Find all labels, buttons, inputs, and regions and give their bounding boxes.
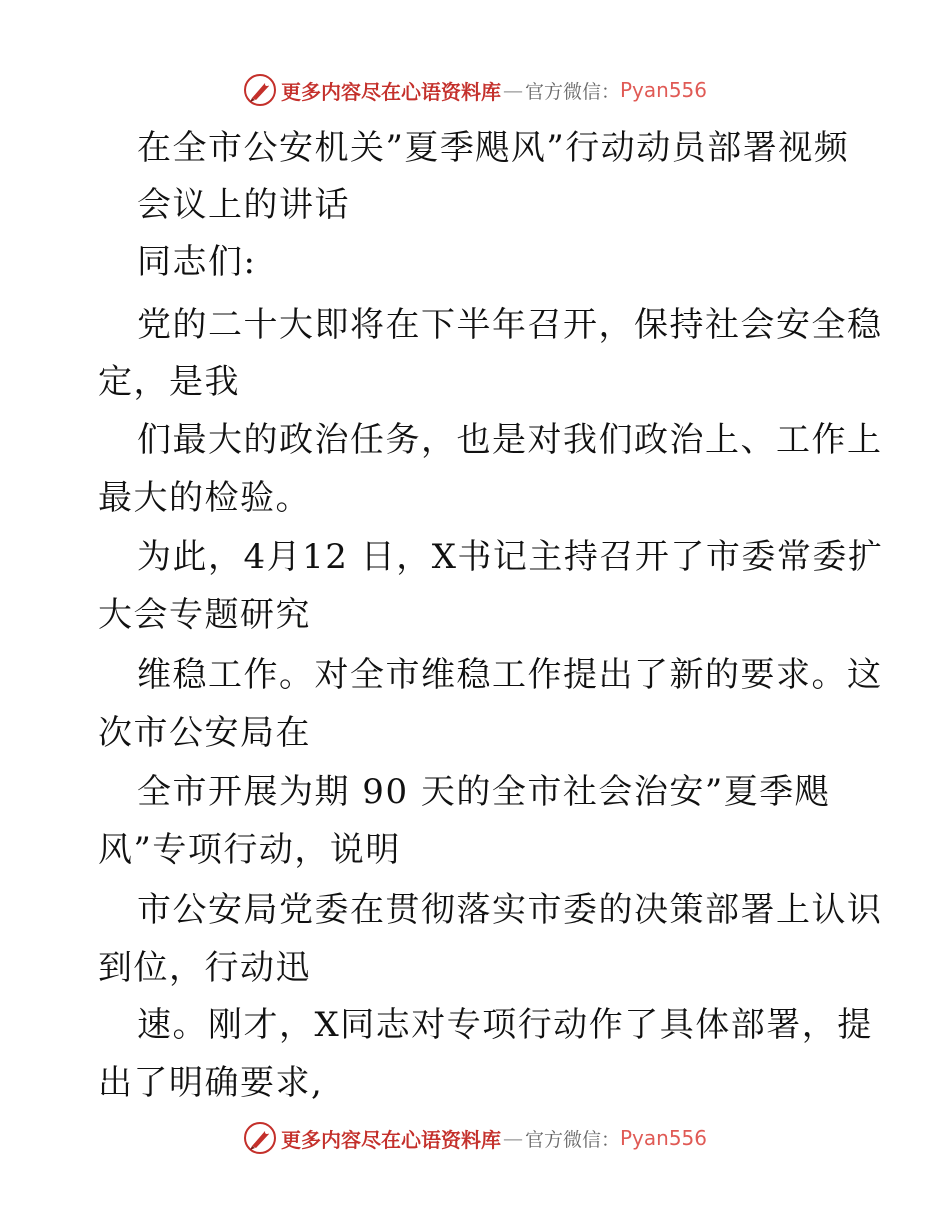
brand-name: 更多内容尽在心语资料库 (280, 1127, 501, 1152)
paragraph-line: 最大的检验。 (98, 478, 311, 518)
paragraph-line: 们最大的政治任务，也是对我们政治上、工作上 (137, 420, 883, 460)
paragraph-line: 风”专项行动，说明 (98, 830, 401, 870)
paragraph-line: 为此，4月12 日，X书记主持召开了市委常委扩 (137, 537, 884, 577)
banner-separator: — (502, 1126, 523, 1150)
paragraph-line: 党的二十大即将在下半年召开，保持社会安全稳 (137, 305, 883, 345)
paragraph-line: 定，是我 (98, 362, 240, 402)
header-watermark-banner (0, 70, 950, 110)
paragraph-line: 到位，行动迅 (98, 948, 311, 988)
paragraph-line: 维稳工作。对全市维稳工作提出了新的要求。这 (137, 655, 883, 695)
document-title-line-1: 在全市公安机关”夏季飓风”行动动员部署视频 (137, 128, 850, 168)
paragraph-line: 市公安局党委在贯彻落实市委的决策部署上认识 (137, 890, 883, 930)
banner-separator: — (502, 78, 523, 102)
brand-name: 更多内容尽在心语资料库 (280, 79, 501, 104)
paragraph-line: 次市公安局在 (98, 713, 311, 753)
document-title-line-2: 会议上的讲话 (137, 185, 350, 225)
wechat-label: 官方微信： (524, 1128, 620, 1151)
wechat-label: 官方微信： (524, 80, 620, 103)
wechat-id: Pyan556 (620, 1126, 708, 1150)
paragraph-line: 出了明确要求, (98, 1063, 324, 1103)
paragraph-line: 速。刚才，X同志对专项行动作了具体部署，提 (137, 1005, 873, 1045)
pen-logo-icon (243, 73, 277, 107)
wechat-id: Pyan556 (620, 78, 708, 102)
salutation: 同志们: (137, 242, 257, 282)
paragraph-line: 全市开展为期 90 天的全市社会治安”夏季飓 (137, 772, 831, 812)
footer-watermark-banner (0, 1118, 950, 1158)
paragraph-line: 大会专题研究 (98, 595, 311, 635)
pen-logo-icon (243, 1121, 277, 1155)
